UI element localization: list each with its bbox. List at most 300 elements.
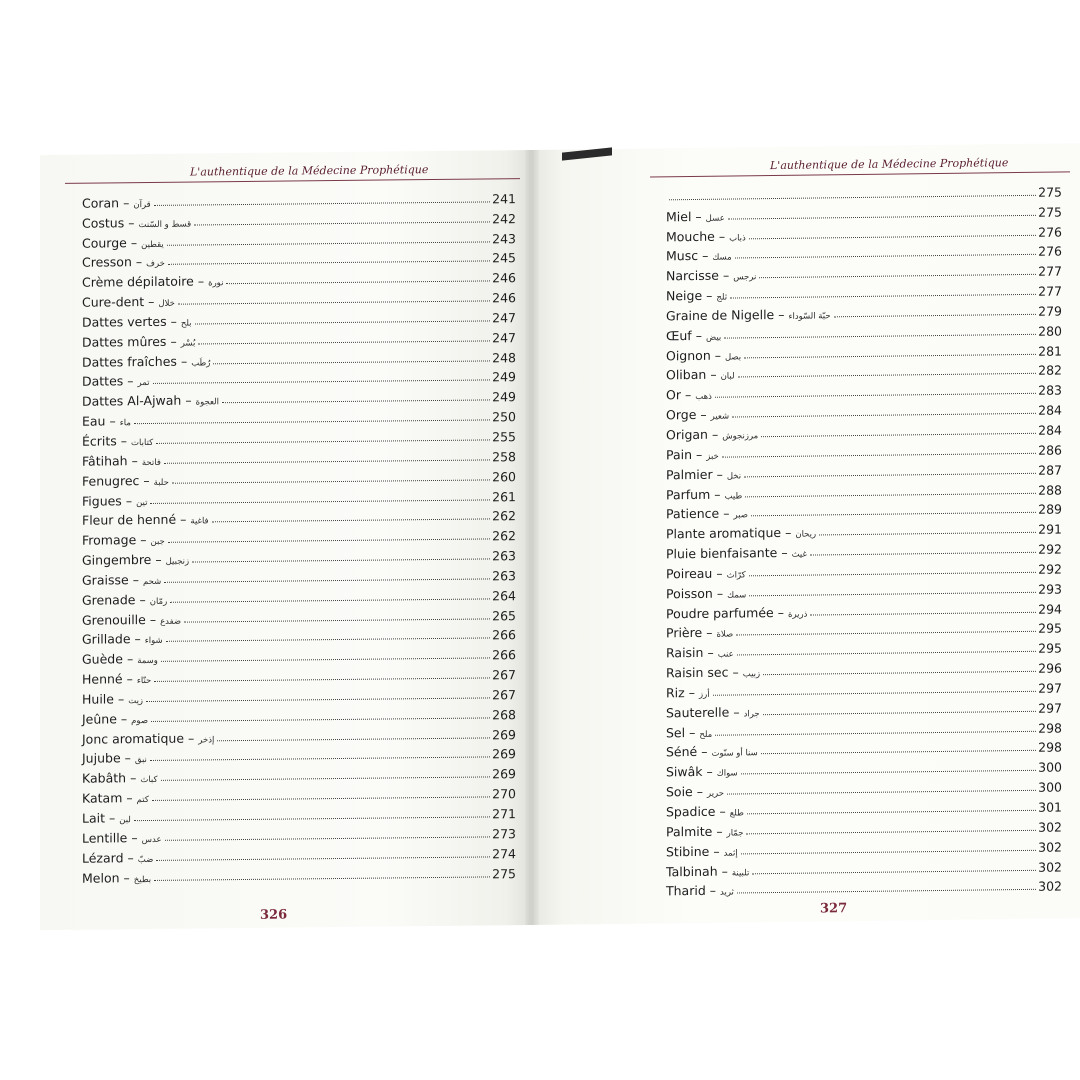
- entry-page-number: 249: [492, 389, 516, 405]
- entry-arabic-term: سمك: [727, 590, 747, 601]
- entry-arabic-term: إذخر: [198, 734, 215, 746]
- entry-arabic-term: جراد: [743, 708, 760, 720]
- dot-leader: [761, 750, 1036, 754]
- entry-term: Dattes vertes: [82, 313, 167, 330]
- entry-term: Neige: [666, 287, 703, 304]
- dot-leader: [810, 611, 1036, 615]
- entry-term: Courge: [82, 234, 127, 251]
- dot-leader: [737, 889, 1036, 894]
- entry-dash: –: [716, 823, 723, 839]
- entry-arabic-term: وسمة: [137, 656, 158, 667]
- entry-term: Lézard: [82, 849, 124, 866]
- entry-term: Costus: [82, 214, 125, 231]
- entry-page-number: 263: [492, 548, 516, 564]
- entry-page-number: 276: [1038, 224, 1062, 240]
- entry-dash: –: [197, 273, 205, 289]
- entry-arabic-term: خلال: [158, 298, 175, 309]
- entry-arabic-term: فاغية: [190, 516, 209, 527]
- entry-dash: –: [123, 869, 130, 885]
- entry-term: Patience: [666, 506, 720, 522]
- entry-term: Dattes fraîches: [82, 353, 177, 370]
- entry-term: Huile: [82, 691, 114, 707]
- entry-page-number: 298: [1038, 720, 1062, 736]
- entry-page-number: 302: [1038, 878, 1062, 895]
- dot-leader: [669, 195, 1036, 200]
- entry-term: Plante aromatique: [666, 525, 782, 542]
- dot-leader: [751, 512, 1036, 516]
- entry-term: Poireau: [666, 565, 713, 582]
- dot-leader: [212, 519, 491, 523]
- entry-page-number: 289: [1038, 501, 1062, 518]
- entry-arabic-term: مسك: [712, 252, 732, 264]
- entry-page-number: 246: [492, 270, 516, 286]
- entry-term: Lentille: [82, 830, 128, 846]
- dot-leader: [810, 552, 1036, 556]
- entry-dash: –: [131, 452, 138, 468]
- entry-dash: –: [188, 730, 195, 746]
- entry-dash: –: [702, 248, 709, 264]
- entry-dash: –: [723, 505, 730, 521]
- entry-dash: –: [139, 591, 146, 607]
- entry-arabic-term: شحم: [142, 576, 162, 587]
- dot-leader: [735, 254, 1036, 259]
- entry-page-number: 298: [1038, 739, 1062, 756]
- entry-page-number: 286: [1038, 442, 1062, 458]
- entry-page-number: 265: [492, 607, 516, 623]
- entry-arabic-term: صبر: [733, 510, 748, 521]
- dot-leader: [749, 234, 1036, 239]
- entry-arabic-term: بُسْر: [180, 338, 196, 349]
- entry-term: Poudre parfumée: [666, 604, 774, 621]
- dot-leader: [736, 631, 1036, 636]
- entry-term: Guède: [82, 651, 123, 667]
- entry-arabic-term: ذباب: [729, 232, 746, 244]
- dot-leader: [752, 869, 1036, 873]
- entry-dash: –: [130, 234, 138, 250]
- dot-leader: [184, 618, 490, 622]
- entry-dash: –: [710, 367, 717, 383]
- entry-dash: –: [709, 883, 717, 899]
- dot-leader: [747, 810, 1036, 815]
- entry-arabic-term: نورة: [208, 278, 224, 289]
- entry-arabic-term: تين: [136, 497, 148, 508]
- entry-dash: –: [140, 532, 147, 548]
- entry-page-number: 247: [492, 329, 516, 346]
- entry-term: Palmier: [666, 466, 713, 482]
- entry-page-number: 258: [492, 448, 516, 465]
- entry-page-number: 269: [492, 746, 516, 762]
- entry-arabic-term: سواك: [716, 768, 738, 780]
- entry-arabic-term: شعير: [710, 411, 730, 422]
- entry-dash: –: [135, 254, 143, 270]
- entry-term: Grenouille: [82, 611, 146, 628]
- entry-dash: –: [719, 803, 726, 819]
- entry-term: Pluie bienfaisante: [666, 545, 778, 562]
- entry-arabic-term: أرز: [698, 689, 710, 700]
- entry-arabic-term: عسل: [705, 213, 725, 224]
- entry-dash: –: [706, 625, 713, 641]
- entry-dash: –: [695, 208, 702, 224]
- entry-dash: –: [711, 426, 719, 442]
- entry-arabic-term: ثلج: [716, 292, 728, 303]
- entry-term: Melon: [82, 869, 120, 886]
- dot-leader: [170, 598, 490, 602]
- dot-leader: [161, 777, 491, 781]
- entry-page-number: 249: [492, 369, 516, 385]
- entry-term: Coran: [82, 195, 120, 211]
- entry-term: Dattes mûres: [82, 333, 167, 350]
- dot-leader: [165, 836, 491, 840]
- entry-arabic-term: ضبّ: [137, 854, 154, 865]
- entry-arabic-term: ملح: [699, 729, 713, 740]
- entry-dash: –: [132, 571, 139, 588]
- entry-page-number: 296: [1038, 660, 1062, 676]
- entry-page-number: 297: [1038, 680, 1062, 696]
- entry-page-number: 284: [1038, 422, 1062, 438]
- entry-arabic-term: ماء: [119, 418, 131, 429]
- entry-term: Oliban: [666, 367, 707, 383]
- entry-dash: –: [170, 333, 177, 349]
- entry-dash: –: [124, 750, 131, 766]
- entry-page-number: 243: [492, 230, 516, 246]
- entry-arabic-term: شواء: [144, 636, 163, 647]
- entry-page-number: 266: [492, 647, 516, 663]
- entry-dash: –: [695, 327, 702, 343]
- entry-dash: –: [155, 551, 162, 567]
- entry-page-number: 245: [492, 250, 516, 266]
- entry-dash: –: [777, 604, 784, 620]
- entry-arabic-term: إثمد: [723, 848, 738, 859]
- entry-dash: –: [130, 770, 137, 786]
- entry-term: Prière: [666, 625, 703, 641]
- entry-dash: –: [134, 631, 141, 647]
- right-running-head: L'authentique de la Médecine Prophétique: [770, 156, 1009, 173]
- right-page: [530, 143, 1080, 925]
- entry-term: Lait: [82, 810, 105, 826]
- entry-arabic-term: بطيخ: [133, 874, 152, 885]
- entry-page-number: 263: [492, 568, 516, 584]
- entry-term: Riz: [666, 685, 685, 701]
- dot-leader: [168, 261, 490, 265]
- entry-arabic-term: ذريرة: [788, 609, 808, 620]
- dot-leader: [834, 314, 1037, 317]
- entry-dash: –: [707, 645, 714, 661]
- entry-term: Gingembre: [82, 551, 152, 568]
- entry-arabic-term: خبز: [706, 451, 719, 462]
- entry-dash: –: [127, 849, 134, 865]
- entry-arabic-term: كرّاث: [726, 570, 746, 581]
- entry-dash: –: [714, 486, 721, 502]
- dot-leader: [154, 201, 490, 206]
- entry-term: Tharid: [666, 883, 706, 899]
- entry-page-number: 281: [1038, 343, 1062, 359]
- entry-term: Séné: [666, 744, 698, 760]
- entry-dash: –: [701, 744, 708, 760]
- left-page-number: 326: [260, 907, 288, 923]
- entry-dash: –: [778, 306, 785, 322]
- entry-page-number: 275: [492, 865, 516, 881]
- entry-page-number: 280: [1038, 323, 1062, 339]
- dot-leader: [749, 572, 1036, 577]
- entry-page-number: 276: [1038, 243, 1062, 260]
- dot-leader: [728, 215, 1036, 220]
- dot-leader: [192, 558, 490, 562]
- entry-dash: –: [706, 287, 713, 303]
- entry-dash: –: [714, 347, 721, 363]
- dot-leader: [213, 360, 490, 364]
- entry-arabic-term: حنّاء: [136, 676, 152, 687]
- dot-leader: [715, 393, 1036, 398]
- dot-leader: [738, 373, 1037, 378]
- entry-arabic-term: خرف: [146, 259, 165, 270]
- entry-term: Graine de Nigelle: [666, 306, 775, 324]
- entry-page-number: 292: [1038, 561, 1062, 577]
- entry-page-number: 292: [1038, 541, 1062, 557]
- entry-arabic-term: مرزنجوش: [722, 431, 759, 442]
- entry-page-number: 283: [1038, 382, 1062, 399]
- dot-leader: [168, 539, 490, 543]
- entry-page-number: 266: [492, 627, 516, 643]
- entry-dash: –: [781, 544, 788, 560]
- entry-term: Crème dépilatoire: [82, 273, 194, 290]
- dot-leader: [166, 638, 490, 642]
- dot-leader: [194, 221, 490, 225]
- entry-dash: –: [689, 724, 696, 740]
- dot-leader: [226, 281, 490, 285]
- entry-term: Grenade: [82, 591, 136, 608]
- entry-page-number: 248: [492, 349, 516, 365]
- entry-dash: –: [696, 446, 703, 462]
- dot-leader: [730, 294, 1036, 299]
- entry-arabic-term: بصل: [725, 352, 742, 363]
- entry-dash: –: [716, 565, 723, 581]
- entry-arabic-term: زنجبيل: [165, 556, 190, 567]
- entry-term: Spadice: [666, 803, 716, 820]
- entry-arabic-term: كباث: [140, 775, 158, 786]
- dot-leader: [167, 241, 490, 245]
- entry-arabic-term: لبن: [119, 815, 131, 826]
- dot-leader: [744, 472, 1036, 477]
- dot-leader: [749, 592, 1036, 597]
- entry-page-number: 262: [492, 528, 516, 544]
- entry-arabic-term: قرآن: [133, 199, 151, 210]
- entry-arabic-term: نخل: [726, 471, 742, 482]
- entry-dash: –: [684, 387, 692, 403]
- dot-leader: [164, 578, 490, 582]
- entry-arabic-term: بلح: [180, 318, 192, 329]
- entry-term: Jeûne: [82, 711, 117, 727]
- entry-term: Palmite: [666, 823, 713, 840]
- entry-page-number: 277: [1038, 283, 1062, 299]
- entry-term: Figues: [82, 492, 122, 509]
- entry-page-number: 284: [1038, 402, 1062, 418]
- entry-dash: –: [126, 651, 134, 667]
- entry-page-number: 262: [492, 508, 516, 524]
- dot-leader: [154, 678, 490, 683]
- entry-dash: –: [721, 863, 728, 879]
- dot-leader: [759, 274, 1036, 278]
- dot-leader: [172, 479, 490, 483]
- entry-dash: –: [700, 406, 707, 423]
- entry-term: Siwâk: [666, 764, 703, 780]
- entry-page-number: 242: [492, 210, 516, 227]
- dot-leader: [134, 816, 490, 821]
- dot-leader: [819, 532, 1036, 536]
- entry-term: Jujube: [82, 750, 121, 767]
- entry-dash: –: [185, 392, 192, 408]
- entry-dash: –: [180, 511, 187, 528]
- entry-term: Raisin: [666, 645, 704, 661]
- entry-dash: –: [716, 585, 724, 601]
- entry-page-number: 269: [492, 726, 516, 743]
- entry-dash: –: [785, 524, 792, 541]
- entry-term: Katam: [82, 790, 123, 806]
- entry-term: Sel: [666, 724, 686, 740]
- entry-page-number: 247: [492, 310, 516, 326]
- entry-term: Fâtihah: [82, 453, 128, 469]
- dot-leader: [741, 850, 1036, 855]
- dot-leader: [763, 671, 1036, 675]
- entry-dash: –: [718, 228, 726, 244]
- entry-page-number: 301: [1038, 799, 1062, 815]
- entry-term: Talbinah: [666, 863, 718, 879]
- entry-page-number: 260: [492, 468, 516, 485]
- entry-dash: –: [170, 313, 177, 329]
- entry-arabic-term: بيض: [705, 332, 722, 343]
- entry-page-number: 275: [1038, 184, 1062, 200]
- entry-dash: –: [722, 267, 730, 283]
- entry-arabic-term: حرير: [707, 788, 724, 799]
- entry-arabic-term: نبق: [134, 755, 147, 766]
- entry-arabic-term: لبان: [720, 371, 735, 383]
- entry-term: Grillade: [82, 631, 131, 648]
- entry-term: Pain: [666, 446, 693, 463]
- entry-page-number: 267: [492, 687, 516, 703]
- entry-arabic-term: نرجس: [733, 272, 757, 283]
- entry-arabic-term: تلبينة: [731, 867, 750, 879]
- entry-dash: –: [688, 684, 695, 700]
- entry-page-number: 282: [1038, 362, 1062, 379]
- entry-term: Dattes: [82, 373, 124, 390]
- entry-term: Origan: [666, 426, 708, 443]
- entry-arabic-term: ريحان: [795, 529, 817, 540]
- entry-dash: –: [125, 492, 133, 508]
- entry-term: Cresson: [82, 254, 132, 271]
- left-header-rule: [65, 178, 520, 184]
- entry-dash: –: [126, 671, 133, 687]
- entry-arabic-term: العجوة: [195, 397, 219, 408]
- entry-page-number: 288: [1038, 482, 1062, 498]
- entry-dash: –: [706, 764, 713, 780]
- left-running-head: L'authentique de la Médecine Prophétique: [190, 163, 429, 179]
- entry-dash: –: [716, 466, 723, 482]
- right-page-number: 327: [820, 901, 848, 917]
- entry-page-number: 279: [1038, 303, 1062, 319]
- dot-leader: [222, 400, 490, 404]
- entry-arabic-term: طيب: [724, 490, 743, 502]
- entry-page-number: 274: [492, 845, 516, 862]
- entry-arabic-term: سنا أو سنّوت: [711, 748, 758, 760]
- dot-leader: [722, 453, 1036, 458]
- dot-leader: [217, 737, 490, 741]
- entry-dash: –: [713, 843, 720, 859]
- entry-arabic-term: عدس: [141, 834, 162, 845]
- entry-dash: –: [128, 214, 135, 230]
- entry-term: Parfum: [666, 486, 711, 502]
- entry-arabic-term: كتابات: [131, 437, 154, 449]
- entry-arabic-term: زيت: [128, 695, 144, 707]
- dot-leader: [713, 691, 1037, 696]
- entry-page-number: 267: [492, 667, 516, 683]
- dot-leader: [153, 380, 491, 385]
- left-index-list: [82, 186, 516, 885]
- entry-term: Œuf: [666, 327, 692, 344]
- entry-arabic-term: قسط و السّنت: [138, 219, 192, 230]
- dot-leader: [745, 492, 1036, 497]
- dot-leader: [744, 353, 1036, 358]
- entry-term: Fromage: [82, 532, 137, 548]
- left-page: [40, 150, 530, 930]
- entry-dash: –: [109, 413, 116, 429]
- entry-dash: –: [109, 810, 116, 826]
- entry-term: Fleur de henné: [82, 512, 177, 529]
- entry-term: Musc: [666, 248, 699, 264]
- dot-leader: [150, 499, 490, 504]
- dot-leader: [763, 711, 1036, 715]
- entry-page-number: 264: [492, 587, 516, 604]
- entry-term: Graisse: [82, 572, 129, 588]
- dot-leader: [161, 658, 490, 662]
- entry-term: Or: [666, 387, 681, 403]
- dot-leader: [746, 830, 1036, 835]
- entry-arabic-term: ضفدع: [160, 616, 182, 627]
- entry-dash: –: [127, 373, 134, 389]
- entry-arabic-term: يقطين: [141, 239, 164, 250]
- entry-page-number: 294: [1038, 601, 1062, 617]
- entry-dash: –: [123, 195, 130, 211]
- right-header-rule: [650, 171, 1070, 177]
- entry-term: Cure-dent: [82, 294, 145, 310]
- right-index-list: [666, 180, 1062, 899]
- dot-leader: [732, 413, 1036, 418]
- entry-page-number: 273: [492, 825, 516, 842]
- entry-term: Jonc aromatique: [82, 730, 185, 747]
- dot-leader: [198, 340, 490, 344]
- entry-arabic-term: رمّان: [149, 596, 168, 607]
- entry-arabic-term: فاتحة: [141, 457, 161, 468]
- entry-term: Soie: [666, 784, 693, 800]
- entry-page-number: 302: [1038, 839, 1062, 855]
- entry-page-number: 261: [492, 488, 516, 504]
- entry-page-number: 269: [492, 766, 516, 782]
- dot-leader: [164, 459, 490, 463]
- dot-leader: [156, 439, 490, 443]
- entry-page-number: 293: [1038, 581, 1062, 597]
- dot-leader: [761, 433, 1036, 437]
- entry-page-number: 291: [1038, 521, 1062, 537]
- spine-shadow: [525, 150, 539, 925]
- entry-page-number: 271: [492, 806, 516, 822]
- entry-arabic-term: جبن: [150, 537, 165, 548]
- entry-arabic-term: صوم: [131, 715, 149, 726]
- dot-leader: [741, 770, 1036, 775]
- entry-term: Miel: [666, 208, 692, 225]
- entry-dash: –: [696, 784, 703, 800]
- entry-arabic-term: صلاة: [716, 629, 734, 641]
- entry-arabic-term: ثريد: [720, 887, 734, 899]
- entry-arabic-term: ذهب: [695, 392, 712, 403]
- entry-term: Poisson: [666, 585, 713, 602]
